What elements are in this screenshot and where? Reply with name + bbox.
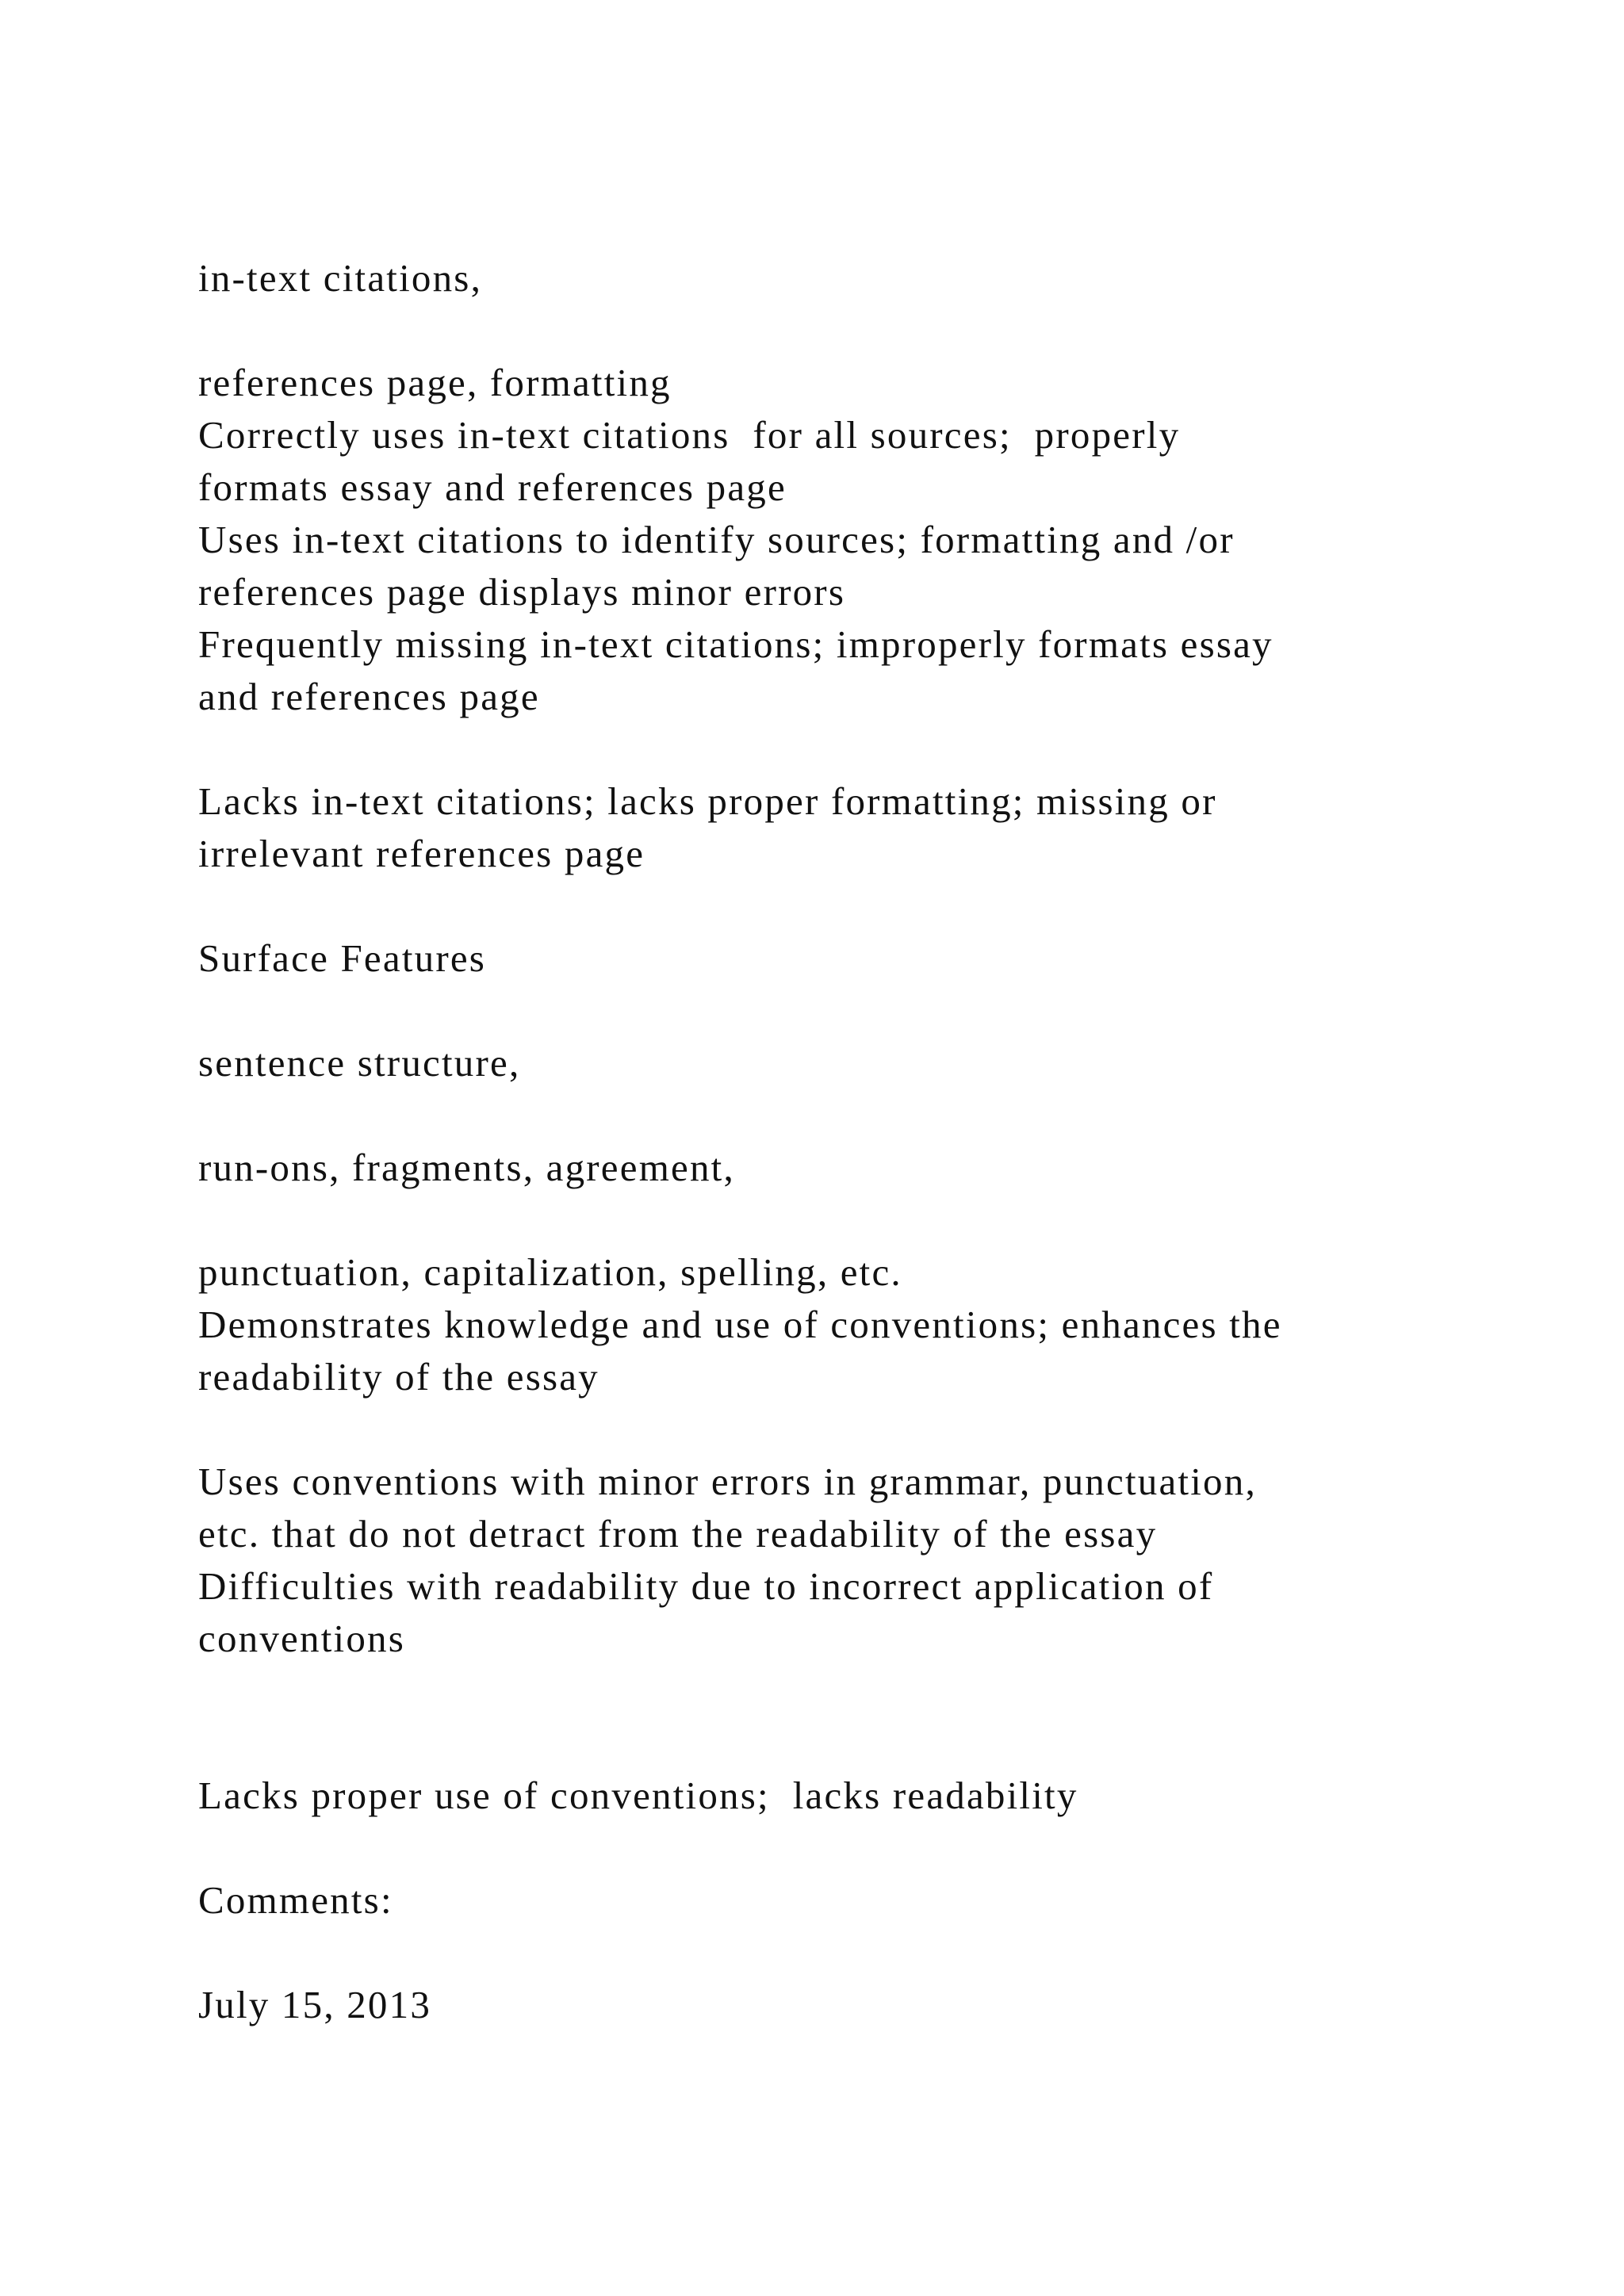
text-line: etc. that do not detract from the readability of the essay	[198, 1512, 1158, 1556]
blank-line	[198, 723, 1467, 775]
blank-line	[198, 1403, 1467, 1456]
text-line: and references page	[198, 675, 540, 718]
text-line: readability of the essay	[198, 1355, 599, 1399]
text-line: formats essay and references page	[198, 465, 787, 509]
blank-line	[198, 1089, 1467, 1142]
section-heading: Surface Features	[198, 936, 487, 980]
text-line: punctuation, capitalization, spelling, etc.	[198, 1250, 902, 1294]
text-line: sentence structure,	[198, 1041, 521, 1085]
document-body	[198, 252, 1467, 2031]
blank-line	[198, 1822, 1467, 1874]
text-line: Uses in-text citations to identify sources; formatting and /or	[198, 518, 1235, 561]
text-line: Difficulties with readability due to incorrect application of	[198, 1564, 1214, 1608]
text-line: Lacks in-text citations; lacks proper formatting; missing or	[198, 779, 1217, 823]
blank-line	[198, 985, 1467, 1037]
blank-line	[198, 1194, 1467, 1246]
blank-line	[198, 304, 1467, 357]
blank-line	[198, 1665, 1467, 1717]
text-line: run-ons, fragments, agreement,	[198, 1146, 735, 1189]
blank-line	[198, 880, 1467, 932]
blank-line	[198, 1927, 1467, 1979]
text-line: Frequently missing in-text citations; improperly formats essay	[198, 622, 1274, 666]
text-line: conventions	[198, 1617, 405, 1660]
text-line: references page, formatting	[198, 361, 672, 404]
text-line: Correctly uses in-text citations for all sources; properly	[198, 413, 1181, 457]
text-line: Lacks proper use of conventions; lacks readability	[198, 1774, 1078, 1817]
text-line: irrelevant references page	[198, 832, 645, 875]
document-date: July 15, 2013	[198, 1983, 432, 2026]
text-line: Uses conventions with minor errors in grammar, punctuation,	[198, 1460, 1257, 1503]
comments-label: Comments:	[198, 1878, 393, 1922]
blank-line	[198, 1717, 1467, 1770]
text-line: in-text citations,	[198, 256, 483, 300]
text-line: references page displays minor errors	[198, 570, 846, 614]
text-line: Demonstrates knowledge and use of conventions; enhances the	[198, 1303, 1282, 1346]
